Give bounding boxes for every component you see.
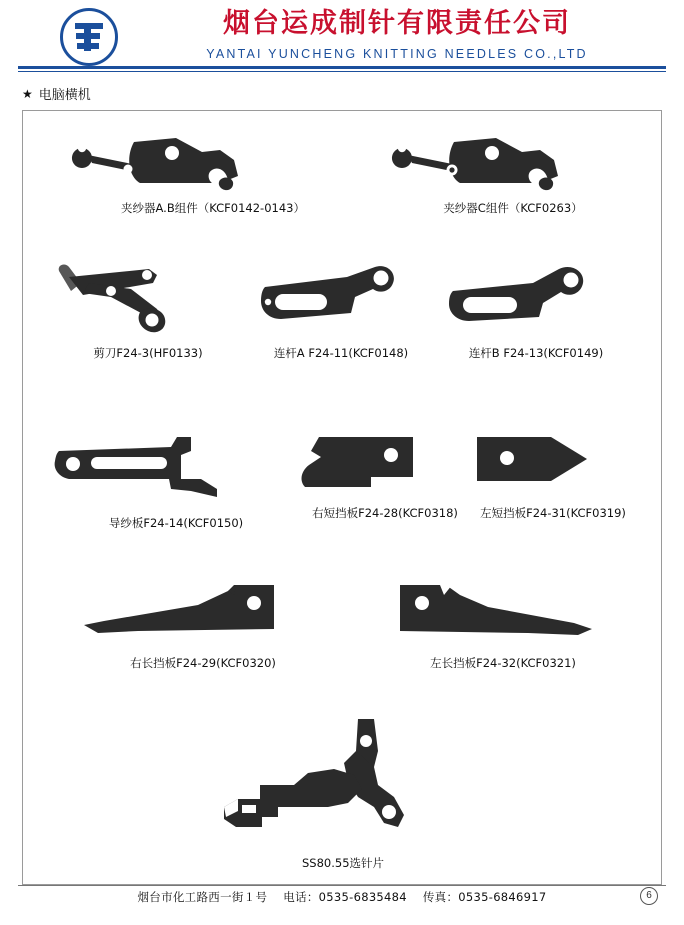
part-illustration-needle-selector [208,711,478,851]
part-selector-ss8055 [208,711,478,871]
part-scissors-f24-3 [53,261,243,361]
part-left-long-f24-32 [378,581,628,671]
part-left-short-f24-31 [463,431,643,521]
section-heading [22,84,684,103]
part-illustration-link-a [251,261,431,341]
page-footer [0,885,684,909]
part-illustration-link-b [441,261,631,341]
section-label-text: 电脑横机 [38,88,91,103]
part-illustration-yarn-guide [51,431,301,511]
part-yarn-clamp-ab [68,136,358,216]
star-icon: ★ [22,86,33,101]
part-caption: 左短挡板F24-31(KCF0319) [480,506,626,520]
part-illustration-yarn-clamp-ab [68,136,358,196]
part-illustration-right-long-plate [78,581,328,651]
part-caption: 连杆B F24-13(KCF0149) [468,346,604,360]
company-name-cn: 烟台运成制针有限责任公司 [223,8,571,39]
part-link-a-f24-11 [251,261,431,361]
footer-divider [18,885,666,886]
part-caption: 连杆A F24-11(KCF0148) [273,346,409,360]
page-header [0,0,684,72]
part-caption: 左长挡板F24-32(KCF0321) [430,656,576,670]
yuncheng-logo-icon [60,8,122,70]
page-number: 6 [640,887,658,905]
part-yarn-guide-f24-14 [51,431,301,531]
footer-contact [0,889,684,905]
part-right-short-f24-28 [295,431,475,521]
header-divider [18,66,666,69]
part-illustration-right-short-plate [295,431,475,501]
part-caption: SS80.55选针片 [301,856,385,870]
part-right-long-f24-29 [78,581,328,671]
part-illustration-left-short-plate [463,431,643,501]
part-illustration-left-long-plate [378,581,628,651]
company-name-en: YANTAI YUNCHENG KNITTING NEEDLES CO.,LTD [206,47,588,61]
part-caption: 夹纱器C组件（KCF0263） [443,201,583,215]
part-caption: 夹纱器A.B组件（KCF0142-0143） [121,201,305,215]
part-caption: 导纱板F24-14(KCF0150) [108,516,244,530]
part-link-b-f24-13 [441,261,631,361]
part-caption: 右短挡板F24-28(KCF0318) [312,506,458,520]
part-caption: 剪刀F24-3(HF0133) [93,346,203,360]
footer-fax: 传真：0535-6846917 [422,890,547,904]
footer-phone: 电话：0535-6835484 [283,890,407,904]
company-title-block [122,6,666,61]
part-illustration-yarn-clamp-c [388,136,638,196]
part-caption: 右长挡板F24-29(KCF0320) [130,656,276,670]
header-divider-thin [18,71,666,72]
part-yarn-clamp-c [388,136,638,216]
part-illustration-scissors [53,261,243,341]
footer-address: 烟台市化工路西一街１号 [137,890,268,904]
parts-grid [22,110,662,885]
